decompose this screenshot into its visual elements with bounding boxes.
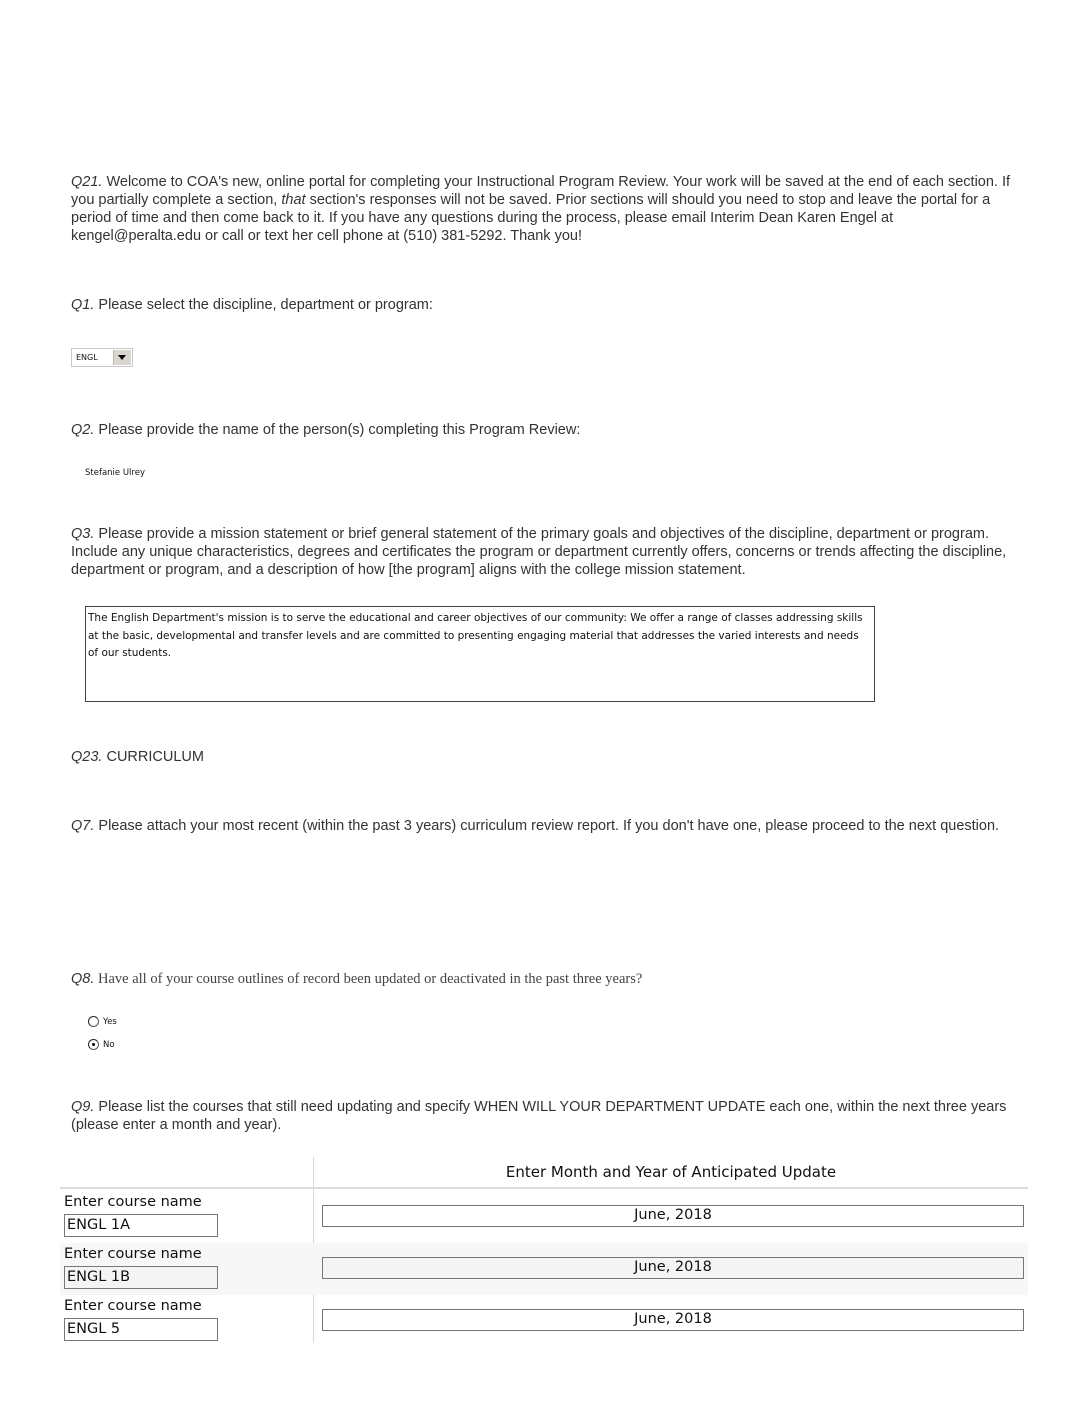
table-row: [60, 1295, 1028, 1347]
question-number: Q23.: [71, 749, 103, 765]
question-q1: [71, 296, 1021, 314]
discipline-select[interactable]: [71, 348, 133, 367]
question-q2: [71, 421, 1021, 439]
course-name-input[interactable]: ENGL 1A: [64, 1214, 218, 1237]
question-q7: [71, 817, 1021, 835]
course-name-input[interactable]: ENGL 1B: [64, 1266, 218, 1289]
mission-statement-textarea[interactable]: The English Department's mission is to serve the educational and career objectives of our community: We offer a range of classes addressing skills at the basic, developmental and transfer levels and are committed to presenting engaging material that addresses the varied interests and needs of our students.: [85, 606, 875, 702]
course-name-label: Enter course name: [64, 1246, 202, 1262]
question-text: Please attach your most recent (within the past 3 years) curriculum review report. If you don't have one, please proceed to the next question.: [94, 818, 1000, 834]
question-text: Have all of your course outlines of record been updated or deactivated in the past three years?: [94, 971, 643, 987]
table-row: [60, 1191, 1028, 1243]
table-row: [60, 1243, 1028, 1295]
question-text: Welcome to COA's new, online portal for completing your Instructional Program Review. Your work will be saved at the end of each section. If you partially complete a section,: [71, 174, 1011, 208]
course-name-input[interactable]: ENGL 5: [64, 1318, 218, 1341]
header-divider: [60, 1187, 1028, 1189]
question-q8: [71, 970, 1021, 988]
radio-checked-icon[interactable]: [88, 1039, 99, 1050]
radio-unchecked-icon[interactable]: [88, 1016, 99, 1027]
radio-option-no[interactable]: [88, 1039, 115, 1050]
question-q21: [71, 173, 1021, 245]
column-header: Enter Month and Year of Anticipated Update: [505, 1163, 837, 1181]
question-text: section's responses will not be saved. Prior sections will should you need to stop and leave the portal for a period of time and then come back to it. If you have any questions during the process, please email Interim Dean Karen Engel at kengel@peralta.edu or call or text her cell phone at (510) 381-5292. Thank you!: [71, 192, 991, 244]
question-text: Please list the courses that still need updating and specify WHEN WILL YOUR DEPARTMENT UPDATE each one, within the next three years (please enter a month and year).: [71, 1099, 1007, 1133]
question-number: Q9.: [71, 1099, 95, 1115]
update-date-input[interactable]: June, 2018: [322, 1257, 1024, 1279]
question-q3: [71, 525, 1021, 579]
discipline-select-value: ENGL: [76, 353, 98, 362]
question-text: CURRICULUM: [102, 749, 204, 765]
question-number: Q8.: [71, 971, 95, 987]
question-number: Q3.: [71, 526, 95, 542]
section-heading-curriculum: [71, 748, 1021, 766]
preparer-name-input[interactable]: Stefanie Ulrey: [85, 468, 145, 478]
radio-label: No: [103, 1039, 115, 1050]
course-name-label: Enter course name: [64, 1194, 202, 1210]
radio-label: Yes: [103, 1016, 117, 1027]
update-date-input[interactable]: June, 2018: [322, 1205, 1024, 1227]
course-update-table: [60, 1157, 1028, 1343]
question-number: Q21.: [71, 174, 103, 190]
update-date-input[interactable]: June, 2018: [322, 1309, 1024, 1331]
radio-option-yes[interactable]: [88, 1016, 117, 1027]
question-number: Q7.: [71, 818, 95, 834]
question-number: Q1.: [71, 297, 95, 313]
question-text: Please select the discipline, department or program:: [94, 297, 433, 313]
question-q9: [71, 1098, 1021, 1134]
question-text: Please provide a mission statement or brief general statement of the primary goals and objectives of the discipline, department or program. Include any unique characteristics, degrees and certificates the program or department currently offers, concerns or trends affecting the discipline, department or program, and a description of how [the program] aligns with the college mission statement.: [71, 526, 1007, 578]
course-name-label: Enter course name: [64, 1298, 202, 1314]
chevron-down-icon[interactable]: [113, 350, 131, 365]
question-number: Q2.: [71, 422, 95, 438]
question-text: Please provide the name of the person(s) completing this Program Review:: [94, 422, 581, 438]
question-text-italic: that: [281, 192, 306, 208]
